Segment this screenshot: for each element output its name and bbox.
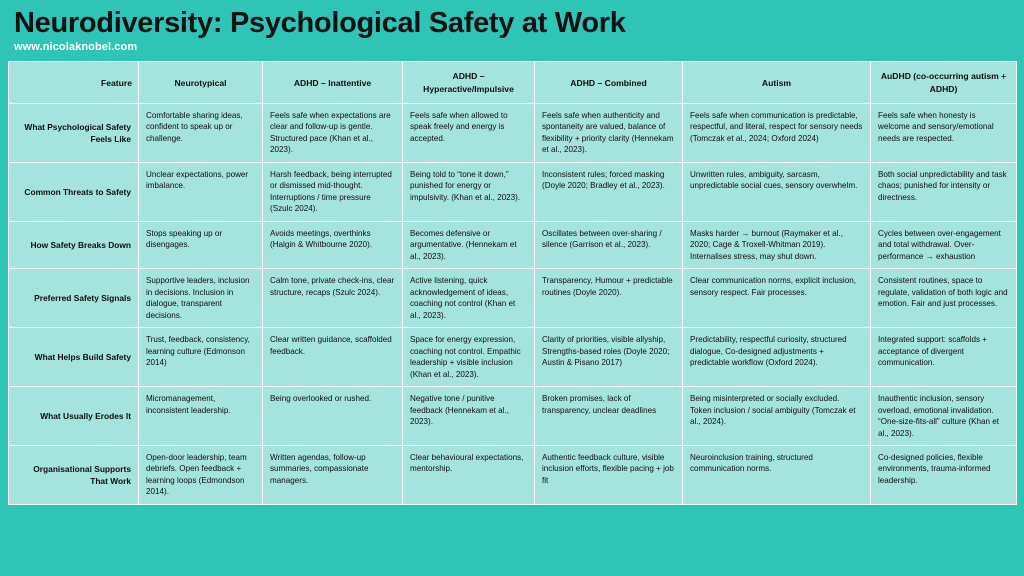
table-cell: Active listening, quick acknowledgement of ideas, coaching not control (Khan et al., 2023). — [403, 269, 535, 328]
table-cell: Consistent routines, space to regulate, validation of both logic and emotion. Fair and just processes. — [871, 269, 1017, 328]
row-header: What Helps Build Safety — [9, 328, 139, 387]
table-row — [9, 387, 1017, 446]
table-cell: Integrated support: scaffolds + acceptance of divergent communication. — [871, 328, 1017, 387]
slide-header — [0, 0, 1024, 57]
table-header-row — [9, 62, 1017, 103]
table-row — [9, 103, 1017, 162]
row-header: Preferred Safety Signals — [9, 269, 139, 328]
table-cell: Avoids meetings, overthinks (Halgin & Whitbourne 2020). — [263, 221, 403, 268]
table-cell: Feels safe when expectations are clear and follow-up is gentle. Structured pace (Khan et al., 2023). — [263, 103, 403, 162]
table-row — [9, 445, 1017, 504]
table-cell: Inauthentic inclusion, sensory overload, emotional invalidation. “One-size-fits-all” culture (Khan et al., 2023). — [871, 387, 1017, 446]
table-cell: Feels safe when allowed to speak freely and energy is accepted. — [403, 103, 535, 162]
website-url: www.nicolaknobel.com — [14, 41, 138, 54]
table-cell: Open-door leadership, team debriefs. Open feedback + learning loops (Edmondson 2014). — [139, 445, 263, 504]
column-header-autism: Autism — [683, 62, 871, 103]
column-header-adhd-hyperactive: ADHD – Hyperactive/Impulsive — [403, 62, 535, 103]
table-header — [9, 62, 1017, 103]
row-header: What Psychological Safety Feels Like — [9, 103, 139, 162]
column-header-neurotypical: Neurotypical — [139, 62, 263, 103]
table-cell: Comfortable sharing ideas, confident to speak up or challenge. — [139, 103, 263, 162]
table-cell: Inconsistent rules; forced masking (Doyle 2020; Bradley et al., 2023). — [535, 162, 683, 221]
table-cell: Being told to “tone it down,” punished for energy or impulsivity. (Khan et al., 2023). — [403, 162, 535, 221]
table-cell: Becomes defensive or argumentative. (Hennekam et al., 2023). — [403, 221, 535, 268]
table-cell: Negative tone / punitive feedback (Hennekam et al., 2023). — [403, 387, 535, 446]
table-cell: Masks harder → burnout (Raymaker et al., 2020; Cage & Troxell-Whitman 2019). Internalises stress, may shut down. — [683, 221, 871, 268]
table-cell: Oscillates between over-sharing / silence (Garrison et al., 2023). — [535, 221, 683, 268]
table-cell: Clear communication norms, explicit inclusion, sensory respect. Fair processes. — [683, 269, 871, 328]
table-cell: Authentic feedback culture, visible inclusion efforts, flexible pacing + job fit — [535, 445, 683, 504]
row-header: What Usually Erodes It — [9, 387, 139, 446]
page-title: Neurodiversity: Psychological Safety at Work — [14, 7, 626, 39]
table-cell: Calm tone, private check-ins, clear structure, recaps (Szulc 2024). — [263, 269, 403, 328]
table-cell: Trust, feedback, consistency, learning culture (Edmonson 2014) — [139, 328, 263, 387]
column-header-audhd: AuDHD (co-occurring autism + ADHD) — [871, 62, 1017, 103]
table-cell: Clear written guidance, scaffolded feedback. — [263, 328, 403, 387]
table-cell: Transparency, Humour + predictable routines (Doyle 2020). — [535, 269, 683, 328]
table-cell: Space for energy expression, coaching not control. Empathic leadership + visible inclusion (Khan et al., 2023). — [403, 328, 535, 387]
table-cell: Feels safe when honesty is welcome and sensory/emotional needs are respected. — [871, 103, 1017, 162]
table-cell: Stops speaking up or disengages. — [139, 221, 263, 268]
table-row — [9, 162, 1017, 221]
table-cell: Being overlooked or rushed. — [263, 387, 403, 446]
table-row — [9, 269, 1017, 328]
psychological-safety-table — [8, 61, 1017, 504]
table-cell: Co-designed policies, flexible environments, trauma-informed leadership. — [871, 445, 1017, 504]
table-cell: Cycles between over-engagement and total withdrawal. Over-performance → exhaustion — [871, 221, 1017, 268]
table-cell: Supportive leaders, inclusion in decisions. Inclusion in dialogue, transparent decisions. — [139, 269, 263, 328]
table-cell: Clarity of priorities, visible allyship, Strengths-based roles (Doyle 2020; Austin & Pisano 2017) — [535, 328, 683, 387]
table-cell: Feels safe when authenticity and spontaneity are valued, balance of flexibility + priority clarity (Hennekam et al., 2023). — [535, 103, 683, 162]
table-cell: Feels safe when communication is predictable, respectful, and literal, respect for sensory needs (Tomczak et al., 2024; Oxford 2024) — [683, 103, 871, 162]
column-header-feature: Feature — [9, 62, 139, 103]
column-header-adhd-combined: ADHD – Combined — [535, 62, 683, 103]
table-cell: Unwritten rules, ambiguity, sarcasm, unpredictable social cues, sensory overwhelm. — [683, 162, 871, 221]
table-cell: Micromanagement, inconsistent leadership. — [139, 387, 263, 446]
table-cell: Clear behavioural expectations, mentorship. — [403, 445, 535, 504]
table-body — [9, 103, 1017, 504]
row-header: How Safety Breaks Down — [9, 221, 139, 268]
table-cell: Neuroinclusion training, structured communication norms. — [683, 445, 871, 504]
table-cell: Both social unpredictability and task chaos; punished for intensity or directness. — [871, 162, 1017, 221]
row-header: Organisational Supports That Work — [9, 445, 139, 504]
table-cell: Broken promises, lack of transparency, unclear deadlines — [535, 387, 683, 446]
table-row — [9, 221, 1017, 268]
table-cell: Predictability, respectful curiosity, structured dialogue, Co-designed adjustments + predictable workflow (Oxford 2024). — [683, 328, 871, 387]
table-cell: Written agendas, follow-up summaries, compassionate managers. — [263, 445, 403, 504]
table-container — [0, 57, 1024, 510]
table-row — [9, 328, 1017, 387]
table-cell: Harsh feedback, being interrupted or dismissed mid-thought. Interruptions / time pressure (Szulc 2024). — [263, 162, 403, 221]
column-header-adhd-inattentive: ADHD – Inattentive — [263, 62, 403, 103]
table-cell: Being misinterpreted or socially excluded. Token inclusion / social ambiguity (Tomczak et al., 2024). — [683, 387, 871, 446]
table-cell: Unclear expectations, power imbalance. — [139, 162, 263, 221]
row-header: Common Threats to Safety — [9, 162, 139, 221]
